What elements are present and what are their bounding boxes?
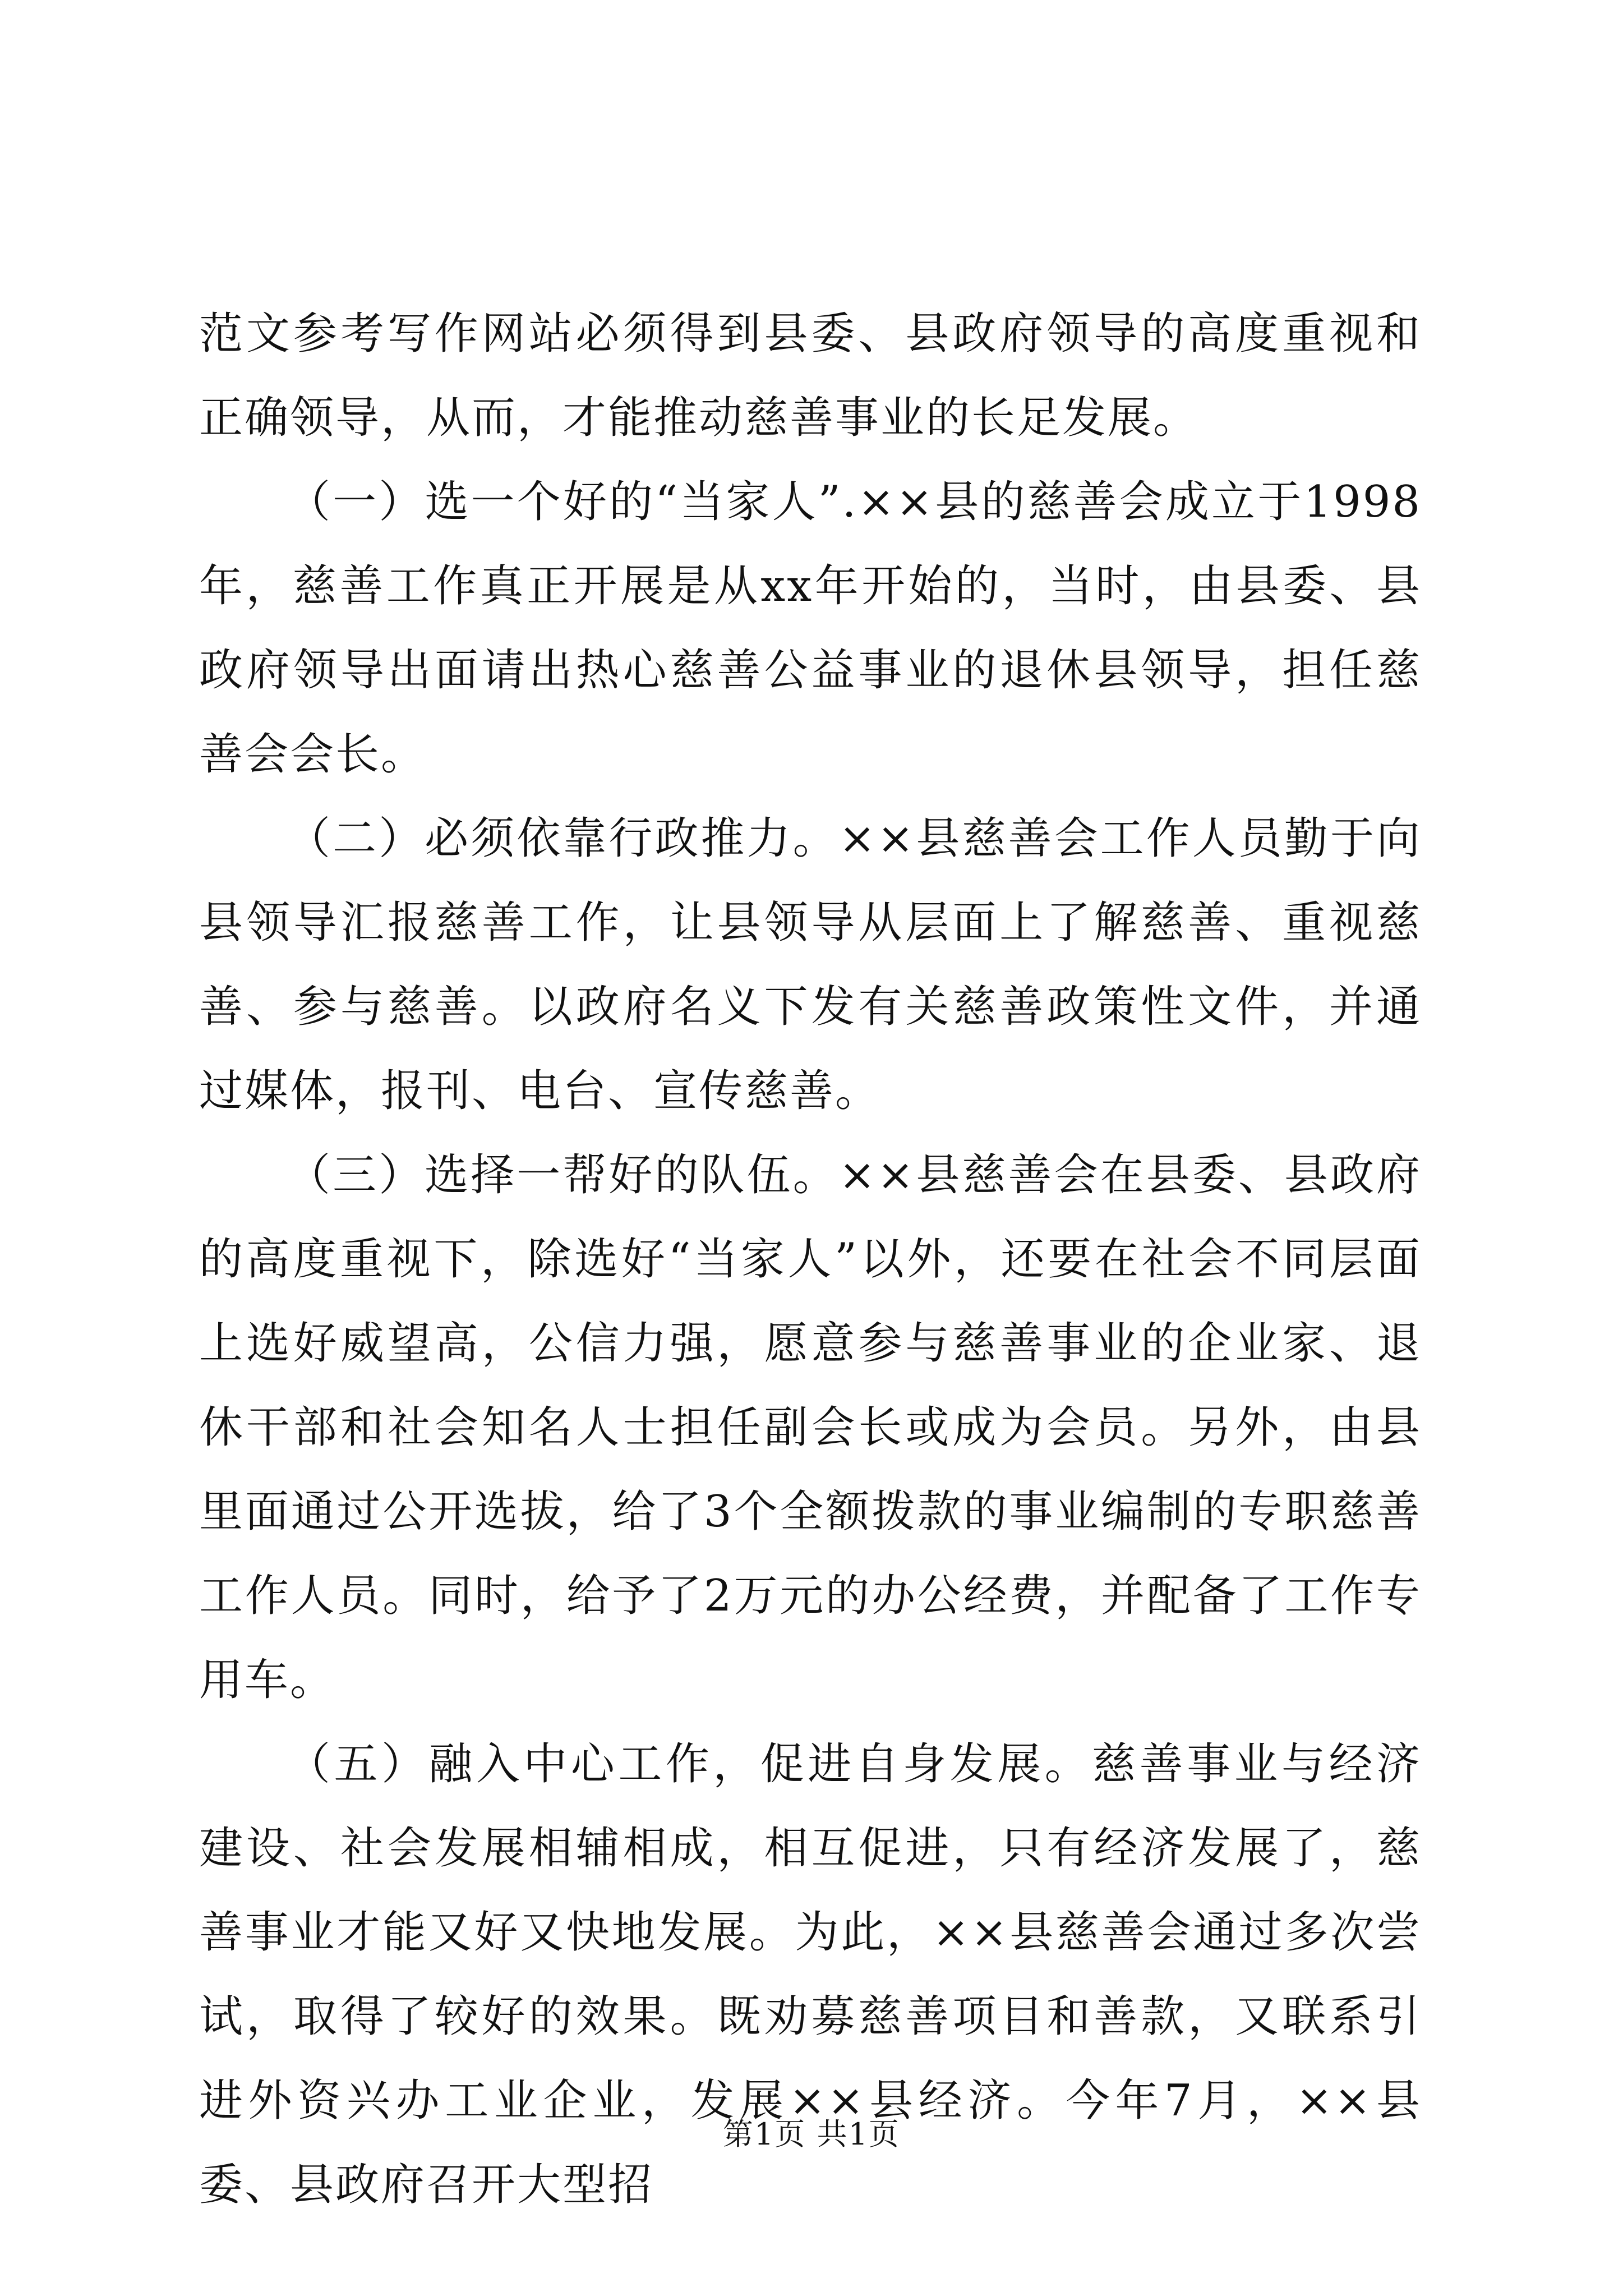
paragraph-intro: 范文参考写作网站必须得到县委、县政府领导的高度重视和正确领导，从而，才能推动慈善事业的长足发展。 <box>199 309 1422 443</box>
paragraph-section-5: （五）融入中心工作，促进自身发展。慈善事业与经济建设、社会发展相辅相成，相互促进，只有经济发展了，慈善事业才能又好又快地发展。为此，××县慈善会通过多次尝试，取得了较好的效果。既劝募慈善项目和善款，又联系引进外资兴办工业企业，发展××县经济。今年7月，××县委、县政府召开大型招 <box>199 1739 1422 2210</box>
paragraph-section-3: （三）选择一帮好的队伍。××县慈善会在县委、县政府的高度重视下，除选好“当家人”以外，还要在社会不同层面上选好威望高，公信力强，愿意参与慈善事业的企业家、退休干部和社会知名人士担任副会长或成为会员。另外，由县里面通过公开选拔，给了3个全额拨款的事业编制的专职慈善工作人员。同时，给予了2万元的办公经费，并配备了工作专用车。 <box>199 1150 1422 1705</box>
page-number-label: 第1页 共1页 <box>723 2116 900 2152</box>
paragraph-section-1: （一）选一个好的“当家人”.××县的慈善会成立于1998年，慈善工作真正开展是从xx年开始的，当时，由县委、县政府领导出面请出热心慈善公益事业的退休县领导，担任慈善会会长。 <box>199 477 1422 780</box>
paragraph-section-2: （二）必须依靠行政推力。××县慈善会工作人员勤于向县领导汇报慈善工作，让县领导从层面上了解慈善、重视慈善、参与慈善。以政府名义下发有关慈善政策性文件，并通过媒体，报刊、电台、宣传慈善。 <box>199 813 1422 1116</box>
document-body <box>199 292 1422 2227</box>
page-footer <box>0 2112 1623 2157</box>
